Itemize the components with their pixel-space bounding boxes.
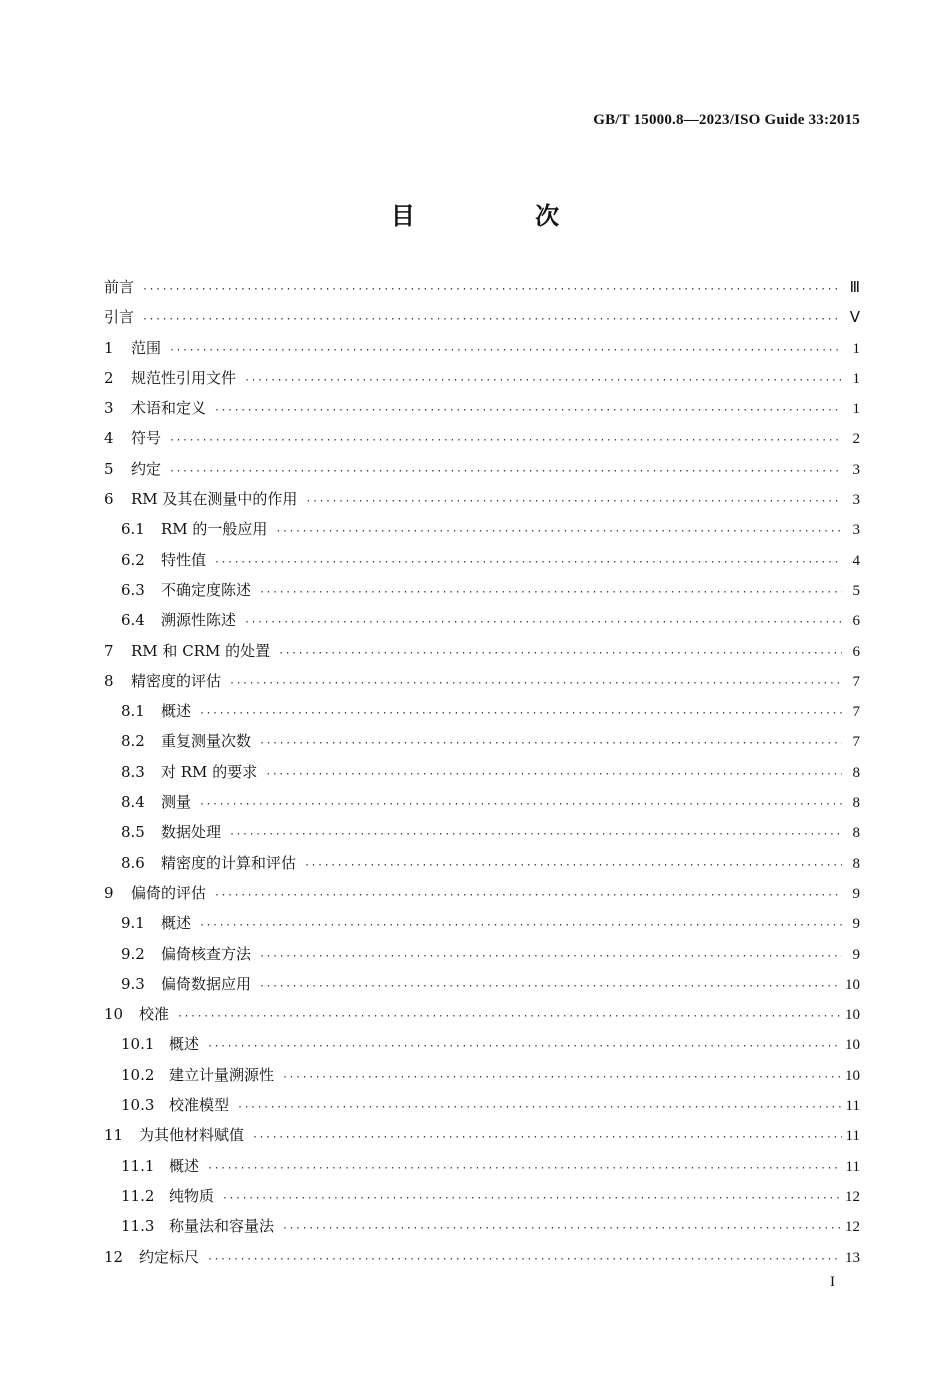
toc-entry-page: 2 [852, 431, 860, 448]
toc-entry-label: 测量 [161, 793, 192, 812]
toc-entry-page: 8 [852, 764, 860, 781]
toc-entry-number: 2 [104, 368, 114, 387]
toc-entry-page: 6 [852, 643, 860, 660]
toc-entry-number: 8.1 [121, 702, 145, 721]
toc-leader-dots [142, 279, 842, 301]
toc-leader-dots [142, 309, 842, 331]
toc-entry-number: 3 [104, 399, 114, 418]
toc-leader-dots [304, 855, 842, 877]
toc-entry-number: 9.2 [121, 944, 145, 963]
toc-entry[interactable] [104, 306, 860, 336]
toc-entry-page: 7 [852, 734, 860, 751]
toc-leader-dots [207, 1036, 841, 1058]
toc-entry-number: 8.5 [121, 823, 145, 842]
toc-entry-page: 12 [845, 1219, 860, 1236]
toc-entry-number: 1 [104, 338, 114, 357]
toc-entry[interactable] [104, 1185, 860, 1215]
toc-entry-number: 11 [104, 1126, 124, 1145]
toc-entry-label: RM 及其在测量中的作用 [131, 490, 298, 509]
toc-entry-page: 10 [845, 1067, 860, 1084]
toc-entry-label: 精密度的评估 [131, 671, 222, 690]
toc-leader-dots [265, 764, 842, 786]
toc-entry[interactable] [104, 1064, 860, 1094]
toc-entry[interactable] [104, 397, 860, 427]
toc-leader-dots [305, 491, 842, 513]
toc-entry-page: 1 [852, 401, 860, 418]
toc-leader-dots [244, 370, 842, 392]
toc-entry[interactable] [104, 1094, 860, 1124]
toc-entry-page: 6 [852, 613, 860, 630]
toc-entry[interactable] [104, 761, 860, 791]
toc-leader-dots [169, 461, 842, 483]
toc-entry-label: 偏倚数据应用 [161, 974, 252, 993]
toc-entry[interactable] [104, 912, 860, 942]
toc-entry-number: 8.3 [121, 762, 145, 781]
toc-leader-dots [199, 915, 842, 937]
toc-entry[interactable] [104, 367, 860, 397]
toc-entry-number: 11.1 [121, 1156, 155, 1175]
toc-leader-dots [282, 1067, 841, 1089]
toc-entry-number: 9.3 [121, 974, 145, 993]
toc-entry-label: 溯源性陈述 [161, 611, 237, 630]
toc-entry-label: 概述 [161, 914, 192, 933]
toc-entry[interactable] [104, 730, 860, 760]
toc-entry[interactable] [104, 458, 860, 488]
toc-entry-label: 概述 [161, 702, 192, 721]
toc-entry-label: 前言 [104, 278, 135, 296]
toc-entry-label: RM 的一般应用 [161, 520, 268, 539]
toc-leader-dots [222, 1188, 841, 1210]
toc-leader-dots [207, 1158, 842, 1180]
toc-entry[interactable] [104, 488, 860, 518]
toc-entry-label: 偏倚的评估 [131, 883, 207, 902]
toc-entry-page: 13 [845, 1249, 860, 1266]
toc-entry-label: 概述 [169, 1156, 200, 1175]
toc-entry-number: 6.4 [121, 611, 145, 630]
toc-entry-page: 11 [845, 1128, 860, 1145]
toc-entry[interactable] [104, 852, 860, 882]
toc-leader-dots [275, 521, 842, 543]
toc-entry-page: Ⅲ [849, 280, 860, 296]
toc-entry-number: 8.2 [121, 732, 145, 751]
toc-entry-page: 3 [852, 492, 860, 509]
toc-entry[interactable] [104, 791, 860, 821]
toc-entry-page: 4 [852, 552, 860, 569]
toc-entry[interactable] [104, 427, 860, 457]
toc-entry-label: 称量法和容量法 [169, 1217, 275, 1236]
toc-leader-dots [244, 612, 842, 634]
toc-entry[interactable] [104, 609, 860, 639]
toc-entry-page: 10 [845, 1037, 860, 1054]
page-title: 目 次 [390, 201, 616, 230]
toc-entry-label: 概述 [169, 1035, 200, 1054]
toc-entry-label: 引言 [104, 308, 135, 327]
toc-leader-dots [259, 733, 842, 755]
toc-entry-page: 9 [852, 885, 860, 902]
toc-entry[interactable] [104, 579, 860, 609]
toc-entry-number: 6.3 [121, 580, 145, 599]
toc-entry-number: 10.1 [121, 1035, 155, 1054]
toc-entry-page: 1 [852, 370, 860, 387]
toc-entry[interactable] [104, 700, 860, 730]
toc-entry-page: 3 [852, 522, 860, 539]
toc-entry-number: 6.1 [121, 520, 145, 539]
toc-leader-dots [259, 946, 842, 968]
toc-entry-number: 4 [104, 429, 114, 448]
toc-leader-dots [259, 582, 842, 604]
toc-entry-number: 6 [104, 490, 114, 509]
toc-entry-label: 不确定度陈述 [161, 580, 252, 599]
toc-entry[interactable] [104, 1246, 860, 1276]
toc-leader-dots [177, 1006, 841, 1028]
toc-leader-dots [278, 643, 842, 665]
toc-leader-dots [252, 1127, 842, 1149]
toc-entry-number: 10.3 [121, 1096, 155, 1115]
toc-entry[interactable] [104, 518, 860, 548]
toc-entry-page: 3 [852, 461, 860, 478]
toc-entry-page: 8 [852, 795, 860, 812]
toc-leader-dots [229, 824, 842, 846]
toc-entry[interactable] [104, 943, 860, 973]
toc-entry-label: 对 RM 的要求 [161, 762, 258, 781]
toc-entry-page: 7 [852, 704, 860, 721]
toc-leader-dots [169, 340, 842, 362]
toc-entry-label: 校准 [139, 1005, 170, 1024]
table-of-contents [104, 276, 860, 1276]
toc-entry-label: 精密度的计算和评估 [161, 853, 297, 872]
toc-entry-number: 7 [104, 641, 114, 660]
toc-entry-page: 5 [852, 582, 860, 599]
toc-leader-dots [199, 794, 842, 816]
toc-entry-number: 10.2 [121, 1065, 155, 1084]
toc-entry-number: 6.2 [121, 550, 145, 569]
toc-entry-page: 7 [852, 673, 860, 690]
toc-entry-page: 8 [852, 855, 860, 872]
toc-entry-label: 范围 [131, 338, 162, 357]
toc-entry[interactable] [104, 549, 860, 579]
toc-entry-label: 符号 [131, 429, 162, 448]
toc-entry[interactable] [104, 337, 860, 367]
toc-entry-label: 偏倚核查方法 [161, 944, 252, 963]
toc-entry-label: 约定 [131, 459, 162, 478]
toc-entry[interactable] [104, 1003, 860, 1033]
toc-entry-label: 重复测量次数 [161, 732, 252, 751]
toc-entry-number: 9.1 [121, 914, 145, 933]
toc-entry-number: 10 [104, 1005, 124, 1024]
toc-entry-label: 术语和定义 [131, 399, 207, 418]
toc-entry-label: 建立计量溯源性 [169, 1065, 275, 1084]
toc-entry-page: 12 [845, 1188, 860, 1205]
toc-entry[interactable] [104, 640, 860, 670]
toc-entry-number: 9 [104, 883, 114, 902]
toc-leader-dots [169, 430, 842, 452]
toc-entry-label: 数据处理 [161, 823, 222, 842]
toc-entry-page: 10 [845, 976, 860, 993]
toc-entry-page: Ⅴ [849, 310, 860, 327]
toc-entry-number: 8.6 [121, 853, 145, 872]
toc-leader-dots [199, 703, 842, 725]
toc-leader-dots [207, 1249, 841, 1271]
toc-entry-number: 11.2 [121, 1186, 155, 1205]
toc-entry[interactable] [104, 1033, 860, 1063]
toc-entry[interactable] [104, 1124, 860, 1154]
toc-entry[interactable] [104, 670, 860, 700]
toc-entry-label: 规范性引用文件 [131, 368, 237, 387]
toc-leader-dots [259, 976, 841, 998]
toc-leader-dots [214, 885, 842, 907]
toc-entry-label: 纯物质 [169, 1186, 215, 1205]
toc-leader-dots [214, 400, 842, 422]
toc-entry[interactable] [104, 973, 860, 1003]
toc-entry-page: 11 [845, 1098, 860, 1115]
toc-entry-page: 11 [845, 1158, 860, 1175]
toc-leader-dots [214, 552, 842, 574]
toc-entry-page: 9 [852, 946, 860, 963]
toc-entry[interactable] [104, 276, 860, 306]
toc-entry-label: 约定标尺 [139, 1247, 200, 1266]
toc-entry-number: 8 [104, 671, 114, 690]
toc-entry-number: 11.3 [121, 1217, 155, 1236]
toc-entry[interactable] [104, 882, 860, 912]
toc-entry[interactable] [104, 1155, 860, 1185]
page-number: I [830, 1274, 835, 1290]
toc-entry-page: 10 [845, 1007, 860, 1024]
document-header: GB/T 15000.8—2023/ISO Guide 33:2015 [593, 112, 860, 128]
toc-entry-number: 8.4 [121, 793, 145, 812]
toc-leader-dots [282, 1218, 841, 1240]
toc-entry-page: 9 [852, 916, 860, 933]
toc-entry-label: 为其他材料赋值 [139, 1126, 245, 1145]
toc-entry[interactable] [104, 821, 860, 851]
toc-entry-page: 1 [852, 340, 860, 357]
toc-entry-label: 特性值 [161, 550, 207, 569]
toc-entry-label: 校准模型 [169, 1096, 230, 1115]
toc-entry-number: 5 [104, 459, 114, 478]
toc-entry[interactable] [104, 1215, 860, 1245]
toc-leader-dots [229, 673, 842, 695]
toc-entry-label: RM 和 CRM 的处置 [131, 641, 271, 660]
toc-entry-number: 12 [104, 1247, 124, 1266]
toc-entry-page: 8 [852, 825, 860, 842]
toc-leader-dots [237, 1097, 842, 1119]
